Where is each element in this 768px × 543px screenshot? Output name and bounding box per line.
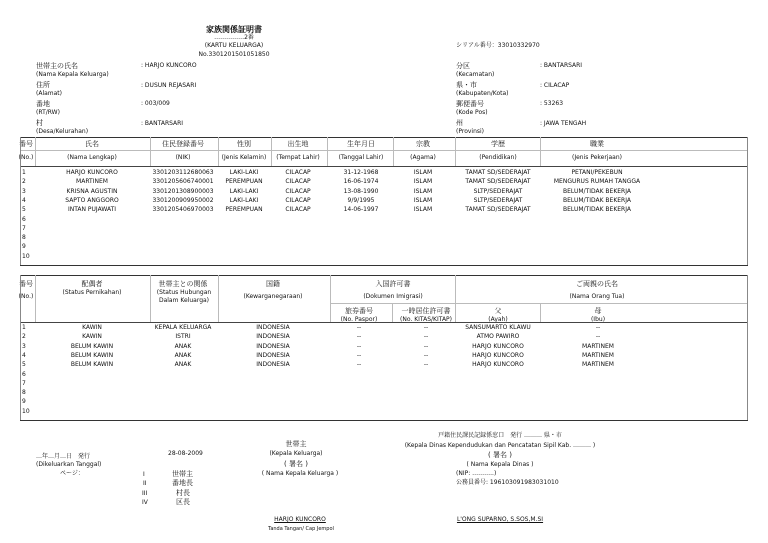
t2-cell: BELUM KAWIN xyxy=(70,361,114,369)
t2-border-right xyxy=(747,275,748,420)
t1-cell: TAMAT SD/SEDERAJAT xyxy=(465,206,531,214)
head-caption: Tanda Tangan/ Cap Jempol xyxy=(268,526,334,532)
t1-cell: BELUM/TIDAK BEKERJA xyxy=(562,187,632,195)
roman-numeral: I xyxy=(143,471,145,478)
t1-cell: MARTINEM xyxy=(76,178,108,186)
t1-cell: TAMAT SD/SEDERAJAT xyxy=(465,169,531,176)
t1-cell: BELUM/TIDAK BEKERJA xyxy=(562,196,632,204)
t1-cell: ISLAM xyxy=(413,196,433,204)
info-value: : JAWA TENGAH xyxy=(540,120,587,127)
t1-cell: ISLAM xyxy=(413,169,433,176)
t1-column-divider xyxy=(35,137,36,166)
t1-cell: ISLAM xyxy=(413,178,433,186)
t2-header-no-jp: 番号 xyxy=(19,280,33,288)
t1-cell: PEREMPUAN xyxy=(225,206,263,214)
t1-cell: SLTP/SEDERAJAT xyxy=(473,196,523,204)
info-value: : 53263 xyxy=(540,100,564,107)
issue-label: …年…月…日 発行 xyxy=(36,453,91,460)
t1-header-jp: 職業 xyxy=(590,140,604,148)
t1-cell: SLTP/SEDERAJAT xyxy=(473,187,523,195)
t2-cell: SANSUMARTO KLAWU xyxy=(465,324,531,331)
info-label-jp: 郵便番号 xyxy=(456,100,484,108)
t2-column-divider xyxy=(218,275,219,322)
t2-cell: INDONESIA xyxy=(256,351,290,359)
t1-header-id: (No.) xyxy=(18,154,34,161)
t1-header-jp: 学歴 xyxy=(491,140,505,148)
t2-cell: INDONESIA xyxy=(256,324,290,331)
info-label-jp: 分区 xyxy=(456,62,470,70)
t1-divider xyxy=(20,150,748,151)
info-label-id: (Alamat) xyxy=(36,90,63,97)
t1-border-top xyxy=(20,137,748,138)
t2-header-nationality-jp: 国籍 xyxy=(266,280,280,288)
info-value: : CILACAP xyxy=(540,82,570,89)
t1-cell: CILACAP xyxy=(285,169,311,176)
t1-header-jp: 番号 xyxy=(19,140,33,148)
t1-header-id: (Tanggal Lahir) xyxy=(338,154,384,161)
t1-cell: LAKI-LAKI xyxy=(229,196,259,204)
t2-cell: -- xyxy=(356,324,362,331)
info-value: : BANTARSARI xyxy=(540,62,583,69)
info-value: : BANTARSARI xyxy=(141,120,184,127)
t2-header-mother-jp: 母 xyxy=(594,307,602,315)
t2-cell: HARJO KUNCORO xyxy=(472,361,524,369)
t1-cell: BELUM/TIDAK BEKERJA xyxy=(562,206,632,214)
t1-cell: 31-12-1968 xyxy=(343,169,379,176)
t2-cell: MARTINEM xyxy=(582,361,614,369)
roman-numeral: II xyxy=(143,480,147,487)
t1-cell: MENGURUS RUMAH TANGGA xyxy=(553,178,641,186)
t1-row-number: 4 xyxy=(22,196,26,204)
t2-cell: ISTRI xyxy=(175,333,191,341)
t2-subcolumn-divider xyxy=(392,303,393,322)
t1-column-divider xyxy=(540,137,541,166)
t2-header-nationality-id: (Kewarganegaraan) xyxy=(243,293,303,300)
kk-number: No.3301201501051850 xyxy=(198,51,270,58)
t2-header-mother-id: (Ibu) xyxy=(590,316,606,323)
t2-cell: -- xyxy=(423,342,429,350)
t1-cell: ISLAM xyxy=(413,187,433,195)
t1-cell: TAMAT SD/SEDERAJAT xyxy=(465,178,531,186)
t2-cell: -- xyxy=(423,324,429,331)
info-label-id: (Kabupaten/Kota) xyxy=(456,90,509,97)
document-title: 家族関係証明書 xyxy=(206,25,262,34)
t2-header-immigration-jp: 入国許可書 xyxy=(375,280,411,288)
t2-border-bottom xyxy=(20,420,748,421)
t1-cell: 3301201308900003 xyxy=(152,187,214,195)
t2-cell: -- xyxy=(423,333,429,341)
t1-row-number: 5 xyxy=(22,206,26,214)
t1-cell: CILACAP xyxy=(285,178,311,186)
head-sign-jp: ( 署名 ) xyxy=(284,460,308,468)
info-label-id: (Desa/Kelurahan) xyxy=(36,128,89,135)
t2-cell: INDONESIA xyxy=(256,333,290,341)
head-title-id: (Kepala Keluarga) xyxy=(269,450,323,457)
info-label-jp: 番地 xyxy=(36,100,50,108)
t1-header-id: (Nama Lengkap) xyxy=(67,154,117,161)
t1-header-id: (Pendidikan) xyxy=(479,154,517,161)
t1-header-id: (Jenis Pekerjaan) xyxy=(572,154,622,161)
t2-cell: -- xyxy=(595,324,601,331)
t1-cell: SAPTO ANGGORO xyxy=(65,196,119,204)
t2-cell: INDONESIA xyxy=(256,361,290,369)
page-label: ページ： xyxy=(60,470,84,477)
t1-row-number: 10 xyxy=(22,252,30,260)
t1-cell: CILACAP xyxy=(285,187,311,195)
signatory-title: 世帯主 xyxy=(172,470,193,478)
t2-cell: INDONESIA xyxy=(256,342,290,350)
t2-cell: BELUM KAWIN xyxy=(70,342,114,350)
t1-row-number: 7 xyxy=(22,224,26,232)
t2-header-marital-jp: 配偶者 xyxy=(81,280,103,288)
t2-subcolumn-divider xyxy=(540,303,541,322)
t2-header-passport-id: (No. Paspor) xyxy=(340,316,378,323)
signatory-title: 村長 xyxy=(176,489,190,497)
info-label-id: (Provinsi) xyxy=(456,128,485,135)
office-title-jp: 戸籍住民課民記録係窓口 発行 ……… 県・市 xyxy=(438,432,562,439)
head-name-placeholder: ( Nama Kepala Keluarga ) xyxy=(261,470,339,477)
t2-cell: ANAK xyxy=(174,361,192,369)
t2-row-number: 4 xyxy=(22,351,26,359)
t1-cell: 13-08-1990 xyxy=(343,187,379,195)
t1-border-left xyxy=(20,137,21,265)
document-page-number: ……………2番 xyxy=(214,34,254,41)
t2-header-parents-id: (Nama Orang Tua) xyxy=(569,293,625,300)
t2-row-number: 7 xyxy=(22,379,26,387)
t1-header-id: (Jenis Kelamin) xyxy=(221,154,267,161)
info-label-jp: 村 xyxy=(36,119,43,127)
t1-cell: 16-06-1974 xyxy=(343,178,379,186)
t2-header-marital-id: (Status Pernikahan) xyxy=(62,289,122,296)
t2-cell: -- xyxy=(423,351,429,359)
t2-column-divider xyxy=(150,275,151,322)
t1-cell: 3301200909950002 xyxy=(152,196,214,204)
t2-header-father-id: (Ayah) xyxy=(488,316,508,323)
t1-cell: 14-06-1997 xyxy=(343,206,379,214)
document-subtitle: (KARTU KELUARGA) xyxy=(204,42,264,49)
officer-number: 公務員番号: 196103091983031010 xyxy=(456,479,559,486)
info-value: : 003/009 xyxy=(141,100,170,107)
t1-cell: 9/9/1995 xyxy=(347,196,375,204)
t2-cell: HARJO KUNCORO xyxy=(472,351,524,359)
t1-cell: 3301205606740001 xyxy=(152,178,214,186)
office-title-id: (Kepala Dinas Kependudukan dan Pencatatan Sipil Kab. ……… ) xyxy=(404,442,596,449)
t2-header-bottom xyxy=(20,322,748,323)
t1-row-number: 6 xyxy=(22,215,26,223)
info-label-jp: 県・市 xyxy=(456,81,477,89)
signatory-title: 区長 xyxy=(176,498,190,506)
t2-cell: -- xyxy=(356,361,362,369)
t1-row-number: 2 xyxy=(22,178,26,186)
t1-cell: ISLAM xyxy=(413,206,433,214)
t1-column-divider xyxy=(150,137,151,166)
t1-cell: LAKI-LAKI xyxy=(229,187,259,195)
t2-cell: KEPALA KELUARGA xyxy=(154,324,212,331)
t2-cell: ANAK xyxy=(174,342,192,350)
t2-cell: -- xyxy=(595,333,601,341)
t2-header-passport-jp: 旅券番号 xyxy=(345,307,373,315)
t1-header-jp: 出生地 xyxy=(287,140,309,148)
t2-header-father-jp: 父 xyxy=(494,307,502,315)
t2-header-kitas-jp: 一時居住許可書 xyxy=(401,307,451,315)
t2-border-left xyxy=(20,275,21,420)
t2-cell: -- xyxy=(423,361,429,369)
t2-header-immigration-id: (Dokumen Imigrasi) xyxy=(363,293,423,300)
t2-header-parents-jp: ご両親の氏名 xyxy=(576,280,618,288)
t1-header-id: (Tempat Lahir) xyxy=(276,154,320,161)
t1-header-jp: 性別 xyxy=(237,140,251,148)
t2-row-number: 9 xyxy=(22,398,26,406)
t2-row-number: 3 xyxy=(22,342,26,350)
t2-cell: MARTINEM xyxy=(582,351,614,359)
info-label-jp: 州 xyxy=(456,119,463,127)
info-label-jp: 住所 xyxy=(36,81,50,89)
office-name-placeholder: ( Nama Kepala Dinas ) xyxy=(466,461,534,468)
t1-cell: KRISNA AGUSTIN xyxy=(66,187,118,195)
t2-cell: MARTINEM xyxy=(582,342,614,350)
roman-numeral: III xyxy=(142,490,148,497)
t1-border-right xyxy=(747,137,748,265)
info-value: : DUSUN REJASARI xyxy=(141,82,197,89)
t2-header-relation-jp: 世帯主との関係 xyxy=(158,280,208,288)
t1-header-jp: 住民登録番号 xyxy=(162,140,204,148)
t1-cell: PETANI/PEKEBUN xyxy=(571,169,623,176)
t1-header-id: (NIK) xyxy=(175,154,191,161)
t2-border-top xyxy=(20,275,748,276)
head-name: HARJO KUNCORO xyxy=(274,516,326,523)
issue-date: 28-08-2009 xyxy=(168,450,203,457)
t2-row-number: 2 xyxy=(22,333,26,341)
t1-header-jp: 氏名 xyxy=(85,140,99,148)
t1-cell: LAKI-LAKI xyxy=(229,169,259,176)
t2-column-divider xyxy=(35,275,36,322)
t2-column-divider xyxy=(330,275,331,322)
t2-row-number: 8 xyxy=(22,389,26,397)
t1-row-number: 8 xyxy=(22,234,26,242)
t2-cell: -- xyxy=(356,342,362,350)
t2-row-number: 1 xyxy=(22,324,26,331)
roman-numeral: IV xyxy=(142,499,148,506)
t2-cell: ANAK xyxy=(174,351,192,359)
t1-header-jp: 宗教 xyxy=(416,140,430,148)
signatory-title: 番地長 xyxy=(172,479,193,487)
t2-cell: -- xyxy=(356,351,362,359)
info-label-id: (RT/RW) xyxy=(36,109,60,116)
info-label-id: (Kecamatan) xyxy=(456,71,495,78)
t1-header-id: (Agama) xyxy=(410,154,436,161)
issue-label-id: (Dikeluarkan Tanggal) xyxy=(36,461,102,468)
t1-row-number: 3 xyxy=(22,187,26,195)
t2-header-no-id: (No.) xyxy=(18,293,34,300)
t1-row-number: 1 xyxy=(22,169,26,176)
info-value: : HARJO KUNCORO xyxy=(141,62,197,69)
t2-cell: BELUM KAWIN xyxy=(70,351,114,359)
t1-cell: CILACAP xyxy=(285,206,311,214)
info-label-id: (Kode Pos) xyxy=(456,109,488,116)
officer-name: L'ONG SUPARNO, S.SOS,M.SI xyxy=(456,516,544,523)
t1-column-divider xyxy=(327,137,328,166)
t2-cell: ATMO PAWIRO xyxy=(476,333,520,341)
t1-column-divider xyxy=(271,137,272,166)
t2-row-number: 5 xyxy=(22,361,26,369)
serial-number: シリアル番号：33010332970 xyxy=(456,42,540,49)
t1-border-bottom xyxy=(20,265,748,266)
head-title-jp: 世帯主 xyxy=(285,440,307,448)
t1-header-bottom xyxy=(20,166,748,167)
t2-header-relation-id: (Status Hubungan Dalam Keluarga) xyxy=(156,289,212,304)
t2-column-divider xyxy=(455,275,456,322)
t1-cell: 3301205406970003 xyxy=(152,206,214,214)
nip: (NIP: ………..) xyxy=(456,470,497,477)
t1-column-divider xyxy=(393,137,394,166)
t1-cell: INTAN PUJAWATI xyxy=(67,206,117,214)
t2-cell: KAWIN xyxy=(82,333,102,341)
t1-column-divider xyxy=(218,137,219,166)
t1-column-divider xyxy=(455,137,456,166)
t2-header-kitas-id: (No. KITAS/KITAP) xyxy=(399,316,453,323)
t2-row-number: 10 xyxy=(22,407,30,415)
t1-header-jp: 生年月日 xyxy=(347,140,375,148)
office-sign-jp: ( 署名 ) xyxy=(488,451,512,459)
t2-row-number: 6 xyxy=(22,370,26,378)
t2-cell: KAWIN xyxy=(82,324,102,331)
t2-cell: HARJO KUNCORO xyxy=(472,342,524,350)
t1-cell: HARJO KUNCORO xyxy=(66,169,118,176)
info-label-jp: 世帯主の氏名 xyxy=(36,62,78,70)
t2-cell: -- xyxy=(356,333,362,341)
info-label-id: (Nama Kepala Keluarga) xyxy=(36,71,109,78)
t1-row-number: 9 xyxy=(22,243,26,251)
t1-cell: 3301203112680063 xyxy=(152,169,214,176)
t1-cell: PEREMPUAN xyxy=(225,178,263,186)
t1-cell: CILACAP xyxy=(285,196,311,204)
